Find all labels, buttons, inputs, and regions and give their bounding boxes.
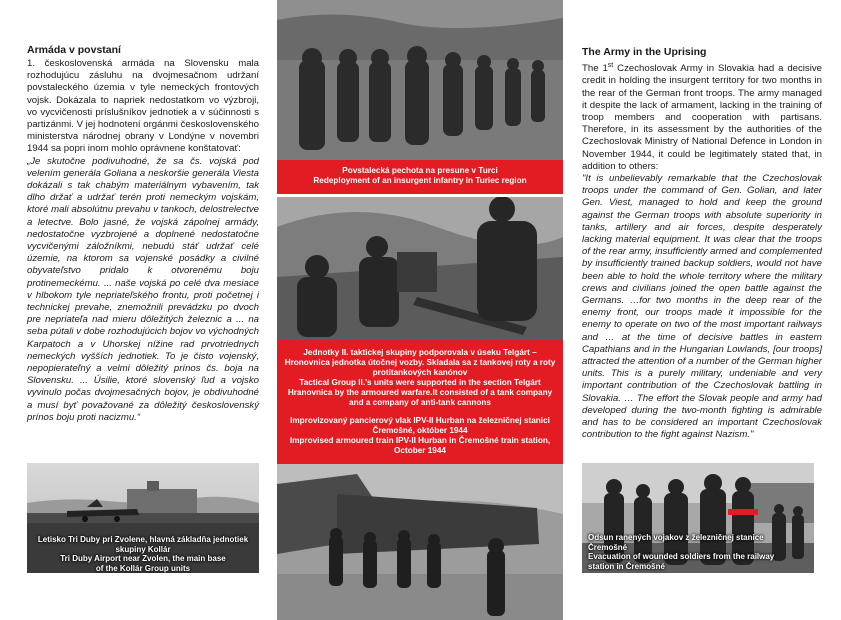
infantry-photo: [277, 0, 563, 160]
evacuation-caption-en-2: station in Čremošné: [588, 561, 665, 571]
left-body: [27, 58, 259, 424]
right-intro-paragraph: [582, 60, 822, 173]
evacuation-caption: [588, 533, 808, 571]
antitank-caption-sk: Jednotky II. taktickej skupiny podporovala v úseku Telgárt – Hronovnica jednotka útočnej vozby. Skladala sa z tankovej roty a roty protitankových kanónov: [284, 348, 556, 377]
right-quote: "It is unbelievably remarkable that the Czechoslovak troops under the command of Gen. Golian, and later Gen. Viest, managed to hold and keep the ground against the German troops with absolute superiority in tanks, artillery and air forces, despite desperately lacking material equipment. It was clear that the troops of the rear army, insufficiently armed and complemented by insufficiently trained backup soldiers, would not have been able to hold the whole territory where the military crews and civilians joined the open battle against the Germans. …for two months in the deep rear of the enemy front, our troops made it impossible for the enemy to operate on two of the most important railways and … at the time of decisive battles in eastern Capathians and in the Hungarian Lowlands, [our troops] attracted the attention of a number of the German higher units. This is a purely military, undeniable and very important contribution of the Czechoslovak battling in Slovakia. … The effort the Slovak people and army had developed during the two-month fighting is admirable and has to be considered an important Czechoslovak contribution to the fight against Nazism.": [582, 173, 822, 441]
left-intro-paragraph: 1. československá armáda na Slovensku mala rozhodujúcu zásluhu na dvojmesačnom udržaní povstaleckého územia v tyle nemeckých frontových vojsk. Dokázala to napriek nedostatkom vo výzbroji, vo vycvičenosti príslušníkov jednotiek a v súčinnosti s partizánmi. V jej hodnotení orgánmi československého ministerstva národnej obrany v Londýne v novembri 1944 sa popri inom mohlo oprávnene konštatovať:: [27, 58, 259, 155]
airport-caption-sk: Letisko Tri Duby pri Zvolene, hlavná základňa jednotiek skupiny Kollár: [37, 535, 249, 554]
airport-caption-en-1: Tri Duby Airport near Zvolen, the main base: [60, 554, 226, 564]
right-body: [582, 60, 822, 441]
evacuation-caption-sk-2: Čremošné: [588, 542, 628, 552]
left-panel: [0, 0, 277, 620]
armoured-train-photo: [277, 464, 563, 620]
airport-caption-en-2: of the Kollár Group units: [95, 563, 191, 573]
antitank-caption-box: [277, 340, 563, 464]
infantry-caption-en: Redeployment of an insurgent infantry in Turiec region: [313, 176, 527, 185]
right-intro-b: Czechoslovak Army in Slovakia had a decisive credit in holding the insurgent territory for two months in the rear of the German front troops. The army managed it despite the lack of armament, lacking in the training of troop members and cooperation with partisans. Therefore, in its assessment by the authorities of the Czechoslovak Ministry of National Defence in London in November 1944, it could be legitimately stated that, in addition to others:: [582, 63, 822, 172]
right-intro-sup: st: [607, 62, 614, 69]
right-panel: [563, 0, 841, 620]
train-caption-en: Improvised armoured train IPV-II Hurban in Čremošné train station, October 1944: [289, 436, 551, 455]
evacuation-caption-sk-1: Odsun ranených vojakov z železničnej stanice: [588, 533, 764, 542]
infantry-caption-sk: Povstalecká pechota na presune v Turci: [342, 166, 498, 175]
armoured-train-photo-image: [277, 464, 563, 620]
evacuation-photo: [582, 463, 814, 573]
train-caption-sk: Improvizovaný pancierový vlak IPV-II Hurban na železničnej stanici Čremošné, október 1944: [290, 416, 550, 435]
left-quote: „Je skutočne podivuhodné, že sa čs. vojská pod velením generála Goliana a neskoršie generála Viesta dokázali s tak chabým materiálnym vybavením, tak dlho držať a udržať terén proti nemeckým vojskám, ktoré mali absolútnu prevahu v tankoch, delostrelectve a letectve. Bolo jasné, že vojská zápolnej armády, nedostatočne vyzbrojené a doplnené nedostatočne vycvičenými záložníkmi, nebudú stáť udržať celé územie, na ktorom sa vojenské posádky a civilné obyvateľstvo pridalo k otvorenému boju protinemeckému. ... naše vojská po celé dva mesiace v hlbokom tyle nepriateľského frontu, proti početnej i technickej prevahe, znemožnili prevádzku po dvoch pre nepriateľa nad mieru dôležitých železnic a ... na seba pútali v dobe rozhodujúcich bojov vo východných Karpatoch a v Uhorskej nížine rad prvotriednych nemeckých vyšších jednotiek. To je čisto vojenský, nepopierateľný a velmi dôležitý prínos čs. boja na Slovensku. ... Úsilie, ktoré slovenský ľud a vojsko vyvinulo počas dvojmesačných bojov, je obdivuhodné a musí byť považované za dôležitý československý prínos boju proti nacizmu.“: [27, 155, 259, 423]
evacuation-caption-en-1: Evacuation of wounded soldiers from the railway: [588, 552, 775, 562]
infantry-photo-image: [277, 0, 563, 160]
right-intro-a: The 1: [582, 63, 608, 75]
antitank-caption-en: Tactical Group II.'s units were supported in the section Telgárt Hranovnica by the armoured warfare.It consisted of a tank company and a company of anti-tank cannons: [287, 378, 553, 407]
left-heading: Armáda v povstaní: [27, 44, 121, 56]
antitank-photo: [277, 197, 563, 340]
airport-photo: [27, 463, 259, 573]
middle-panel: [277, 0, 563, 620]
right-heading: The Army in the Uprising: [582, 46, 707, 58]
airport-caption: [33, 535, 253, 573]
infantry-caption-box: [277, 160, 563, 194]
antitank-photo-image: [277, 197, 563, 340]
